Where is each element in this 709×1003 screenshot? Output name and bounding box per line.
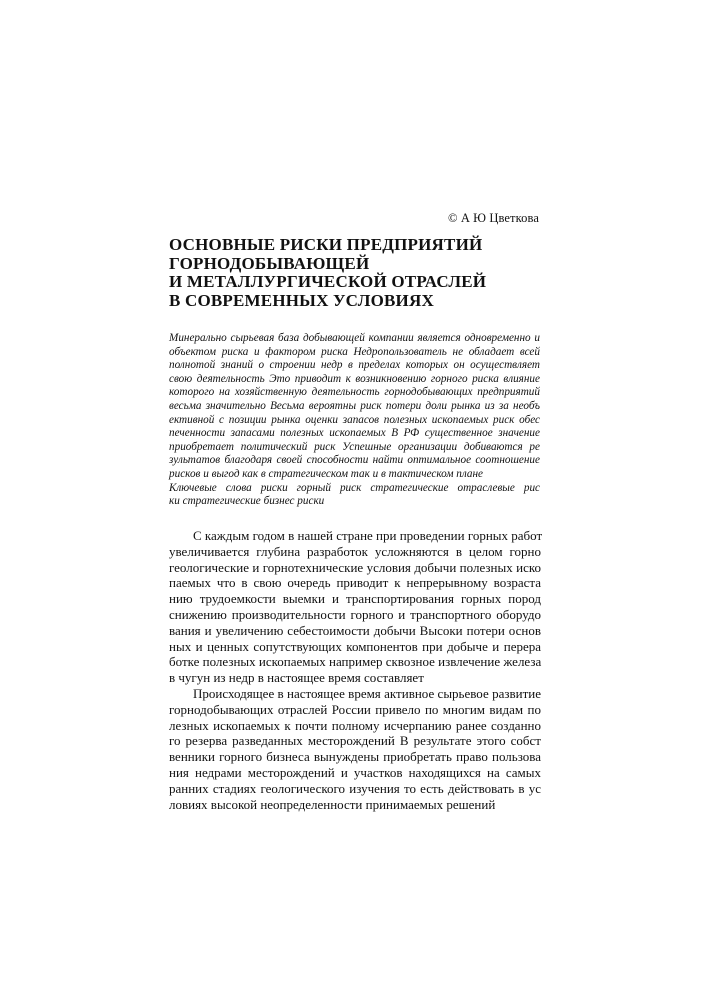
keywords-line: ки стратегические бизнес риски xyxy=(169,495,325,508)
paragraph-1-line: в чугун из недр в настоящее время составляет xyxy=(169,670,424,686)
keywords-line: Ключевые слова риски горный риск стратегические отраслевые рис xyxy=(169,481,540,494)
paragraph-1-line: ботке полезных ископаемых например сквозное извлечение железа xyxy=(169,654,542,670)
paragraph-2-line: лезных ископаемых к почти полному исчерпанию ранее созданно xyxy=(169,717,541,733)
article-title xyxy=(169,236,549,310)
abstract-line: приобретает политический риск Успешные организации добиваются ре xyxy=(169,440,540,453)
paragraph-1-line: снижению производительности горного и транспортного оборудо xyxy=(169,606,541,622)
abstract-line: ективной с позиции рынка оценки запасов полезных ископаемых риск обес xyxy=(169,413,540,426)
abstract-line: полнотой знаний о строении недр в пределах которых он осуществляет xyxy=(169,359,540,372)
paragraph-2-line: венники горного бизнеса вынуждены приобретать право пользова xyxy=(169,749,541,765)
author-line: © А Ю Цветкова xyxy=(448,211,539,225)
paragraph-1-line: нию трудоемкости выемки и транспортирования горных пород xyxy=(169,591,541,607)
paragraph-1-line: вания и увеличению себестоимости добычи Высоки потери основ xyxy=(169,622,541,638)
abstract-line: печенности запасами полезных ископаемых В РФ существенное значение xyxy=(169,427,540,440)
paragraph-1-line: паемых что в свою очередь приводит к непрерывному возраста xyxy=(169,575,541,591)
abstract-line: которого на хозяйственную деятельность горнодобывающих предприятий xyxy=(169,386,540,399)
abstract-line: весьма значительно Весьма вероятны риск потери доли рынка из за необъ xyxy=(169,399,540,412)
paragraph-1-line: С каждым годом в нашей стране при проведении горных работ xyxy=(193,528,543,543)
paragraph-1-line: увеличивается глубина разработок усложняются в целом горно xyxy=(169,543,541,559)
body-text xyxy=(169,528,541,812)
paragraph-1-line: ных и ценных сопутствующих компонентов при добыче и перера xyxy=(169,638,541,654)
abstract-line: зультатов благодаря своей способности найти оптимальное соотношение xyxy=(169,454,540,467)
title-line: ГОРНОДОБЫВАЮЩЕЙ xyxy=(169,253,370,273)
paragraph-2-line: ния недрами месторождений и участков находящихся на самых xyxy=(169,764,541,780)
paragraph-2-line: горнодобывающих отраслей России привело по многим видам по xyxy=(169,701,541,717)
paragraph-2-line: ранних стадиях геологического изучения то есть действовать в ус xyxy=(169,780,541,796)
abstract-line: свою деятельность Это приводит к возникновению горного риска влияние xyxy=(169,372,540,385)
paragraph-2-line: Происходящее в настоящее время активное сырьевое развитие xyxy=(193,685,541,701)
abstract-line: рисков и выгод как в стратегическом так и в тактическом плане xyxy=(169,467,483,480)
title-line: ОСНОВНЫЕ РИСКИ ПРЕДПРИЯТИЙ xyxy=(169,235,483,254)
paragraph-2-line: го резерва разведанных месторождений В результате этого собст xyxy=(169,733,541,749)
abstract-line: объектом риска и фактором риска Недропользователь не обладает всей xyxy=(169,345,540,358)
paragraph-1-line: геологические и горнотехнические условия добычи полезных иско xyxy=(169,559,541,575)
abstract-line: Минерально сырьевая база добывающей компании является одновременно и xyxy=(169,332,540,344)
title-line: И МЕТАЛЛУРГИЧЕСКОЙ ОТРАСЛЕЙ xyxy=(169,272,487,291)
abstract xyxy=(169,332,540,509)
title-line: В СОВРЕМЕННЫХ УСЛОВИЯХ xyxy=(169,290,434,310)
paragraph-2-line: ловиях высокой неопределенности принимаемых решений xyxy=(169,796,496,812)
